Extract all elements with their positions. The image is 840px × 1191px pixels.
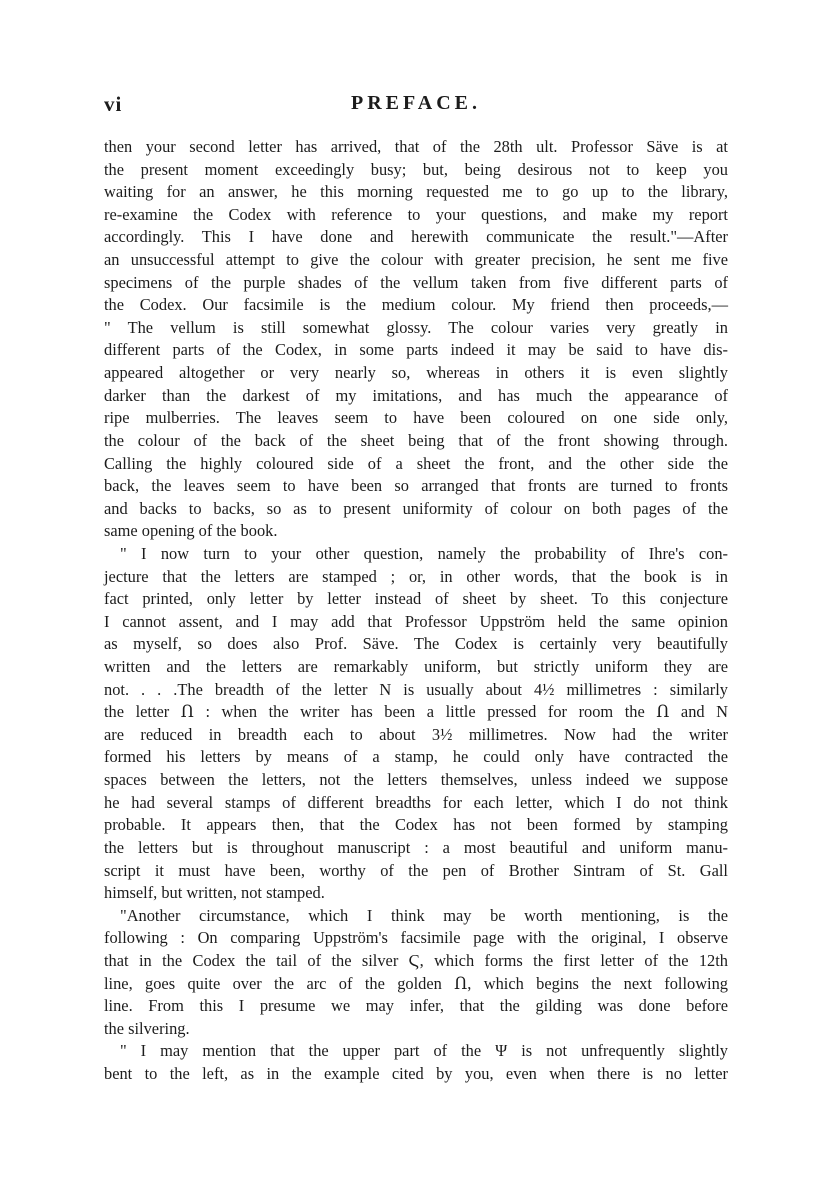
body-text: [104, 136, 728, 1086]
text-line: probable. It appears then, that the Codex has not been formed by stamping: [104, 815, 728, 835]
text-line: as myself, so does also Prof. Säve. The Codex is certainly very beautifully: [104, 634, 728, 654]
text-line: not. . . .The breadth of the letter Ν is usually about 4½ millimetres : similarly: [104, 679, 728, 699]
text-line: accordingly. This I have done and herewith communicate the result."—After: [104, 227, 728, 247]
text-line: himself, but written, not stamped.: [104, 883, 325, 903]
text-line: " The vellum is still somewhat glossy. The colour varies very greatly in: [104, 317, 728, 337]
text-line: the colour of the back of the sheet being that of the front showing through.: [104, 430, 728, 450]
text-line: ripe mulberries. The leaves seem to have been coloured on one side only,: [104, 408, 728, 428]
text-line: and backs to backs, so as to present uniformity of colour on both pages of the: [104, 498, 728, 518]
text-line: are reduced in breadth each to about 3½ millimetres. Now had the writer: [104, 724, 728, 744]
text-line: Calling the highly coloured side of a sheet the front, and the other side the: [104, 453, 728, 473]
text-line: different parts of the Codex, in some parts indeed it may be said to have dis-: [104, 340, 728, 360]
running-head: PREFACE.: [351, 92, 481, 114]
page-header: [104, 92, 728, 122]
text-line: appeared altogether or very nearly so, whereas in others it is even slightly: [104, 363, 728, 383]
text-line: an unsuccessful attempt to give the colour with greater precision, he sent me five: [104, 250, 728, 270]
text-line: I cannot assent, and I may add that Professor Uppström held the same opinion: [104, 611, 728, 631]
text-line: then your second letter has arrived, that of the 28th ult. Professor Säve is at: [104, 137, 728, 156]
text-line: script it must have been, worthy of the pen of Brother Sintram of St. Gall: [104, 860, 728, 880]
text-line: same opening of the book.: [104, 521, 278, 541]
text-line: fact printed, only letter by letter instead of sheet by sheet. To this conjecture: [104, 589, 728, 609]
text-line: the Codex. Our facsimile is the medium colour. My friend then proceeds,—: [104, 295, 728, 315]
text-line: the letters but is throughout manuscript : a most beautiful and uniform manu-: [104, 837, 728, 857]
text-line: specimens of the purple shades of the vellum taken from five different parts of: [104, 272, 728, 292]
text-line: " I may mention that the upper part of the Ψ is not unfrequently slightly: [120, 1041, 728, 1061]
text-line: he had several stamps of different breadths for each letter, which I do not think: [104, 792, 728, 812]
text-line: darker than the darkest of my imitations, and has much the appearance of: [104, 385, 728, 405]
text-line: the present moment exceedingly busy; but, being desirous not to keep you: [104, 159, 728, 179]
text-line: that in the Codex the tail of the silver Ϛ, which forms the first letter of the 12th: [104, 950, 728, 970]
text-line: re-examine the Codex with reference to your questions, and make my report: [104, 204, 728, 224]
text-line: bent to the left, as in the example cited by you, even when there is no letter: [104, 1063, 728, 1083]
text-line: spaces between the letters, not the letters themselves, unless indeed we suppose: [104, 770, 728, 790]
text-line: "Another circumstance, which I think may be worth mentioning, is the: [120, 905, 728, 925]
text-line: jecture that the letters are stamped ; or, in other words, that the book is in: [104, 566, 728, 586]
text-line: the silvering.: [104, 1018, 190, 1038]
text-line: line, goes quite over the arc of the golden Ո, which begins the next following: [104, 973, 728, 993]
text-line: the letter Ո : when the writer has been a little pressed for room the Ո and Ν: [104, 702, 728, 722]
text-line: following : On comparing Uppström's facsimile page with the original, I observe: [104, 928, 728, 948]
text-line: line. From this I presume we may infer, that the gilding was done before: [104, 996, 728, 1016]
text-line: " I now turn to your other question, namely the probability of Ihre's con-: [120, 543, 728, 563]
text-line: back, the leaves seem to have been so arranged that fronts are turned to fronts: [104, 476, 728, 496]
page-number: vi: [104, 92, 123, 116]
text-line: formed his letters by means of a stamp, he could only have contracted the: [104, 747, 728, 767]
text-line: written and the letters are remarkably uniform, but strictly uniform they are: [104, 657, 728, 677]
text-line: waiting for an answer, he this morning requested me to go up to the library,: [104, 182, 728, 202]
